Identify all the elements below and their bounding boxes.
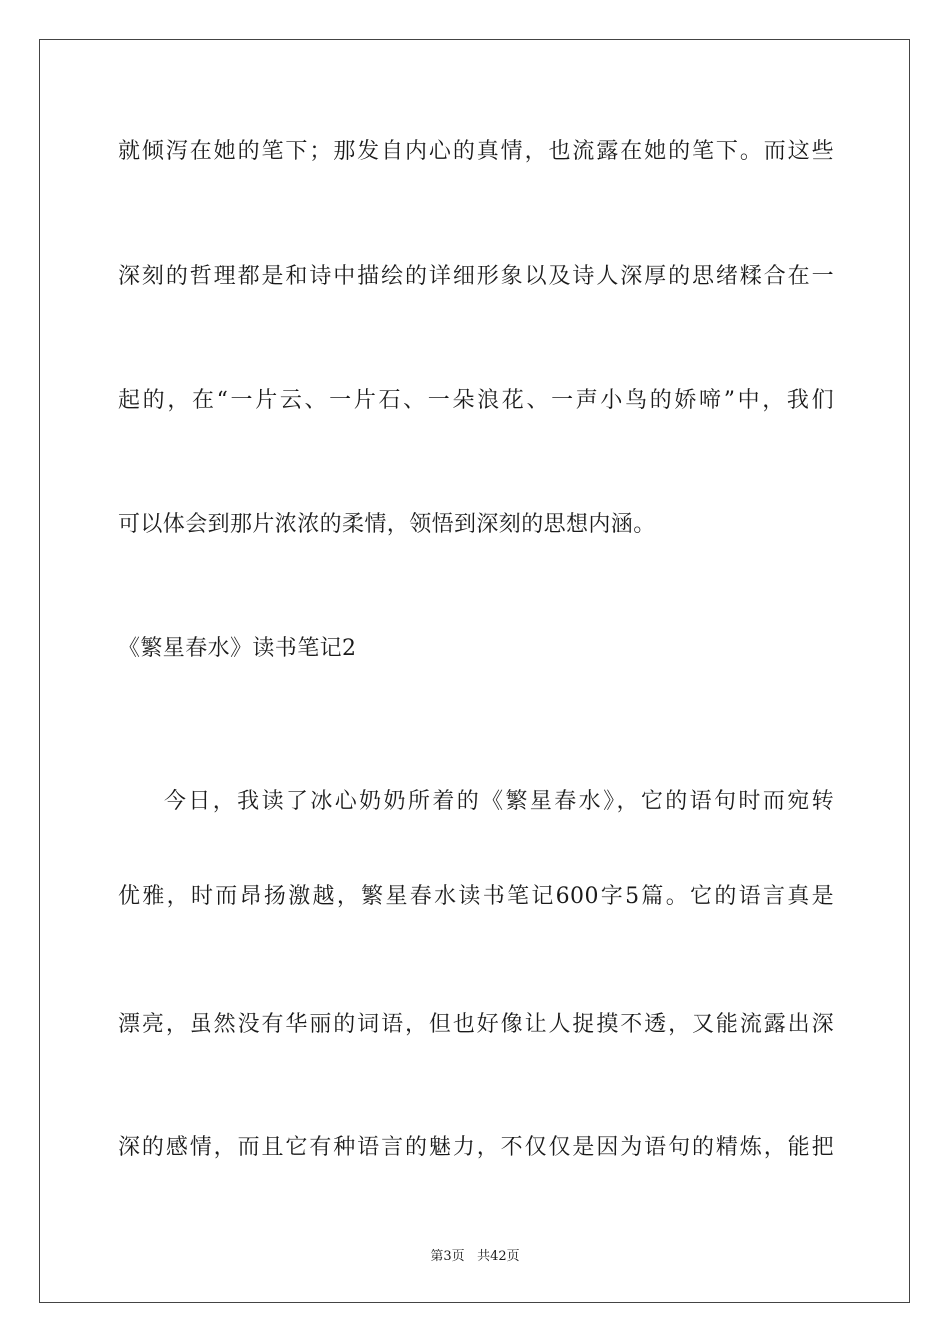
- body-text-line: 起的，在“一片云、一片石、一朵浪花、一声小鸟的娇啼”中，我们: [118, 388, 834, 413]
- page-total: 共42页: [477, 1249, 520, 1264]
- page-footer: [0, 1248, 950, 1266]
- body-text-line: 漂亮，虽然没有华丽的词语，但也好像让人捉摸不透，又能流露出深: [118, 1012, 834, 1037]
- body-text-line: 今日，我读了冰心奶奶所着的《繁星春水》，它的语句时而宛转: [164, 789, 834, 814]
- section-heading: 《繁星春水》读书笔记2: [118, 636, 357, 661]
- page-border: [39, 39, 910, 1303]
- body-text-line: 深的感情，而且它有种语言的魅力，不仅仅是因为语句的精炼，能把: [118, 1135, 834, 1160]
- body-text-line: 就倾泻在她的笔下；那发自内心的真情，也流露在她的笔下。而这些: [118, 139, 834, 164]
- body-text-line: 深刻的哲理都是和诗中描绘的详细形象以及诗人深厚的思绪糅合在一: [118, 264, 834, 289]
- page-number: 第3页: [430, 1249, 465, 1264]
- body-text-line: 优雅，时而昂扬激越，繁星春水读书笔记600字5篇。它的语言真是: [118, 884, 834, 909]
- body-text-line: 可以体会到那片浓浓的柔情，领悟到深刻的思想内涵。: [118, 512, 656, 537]
